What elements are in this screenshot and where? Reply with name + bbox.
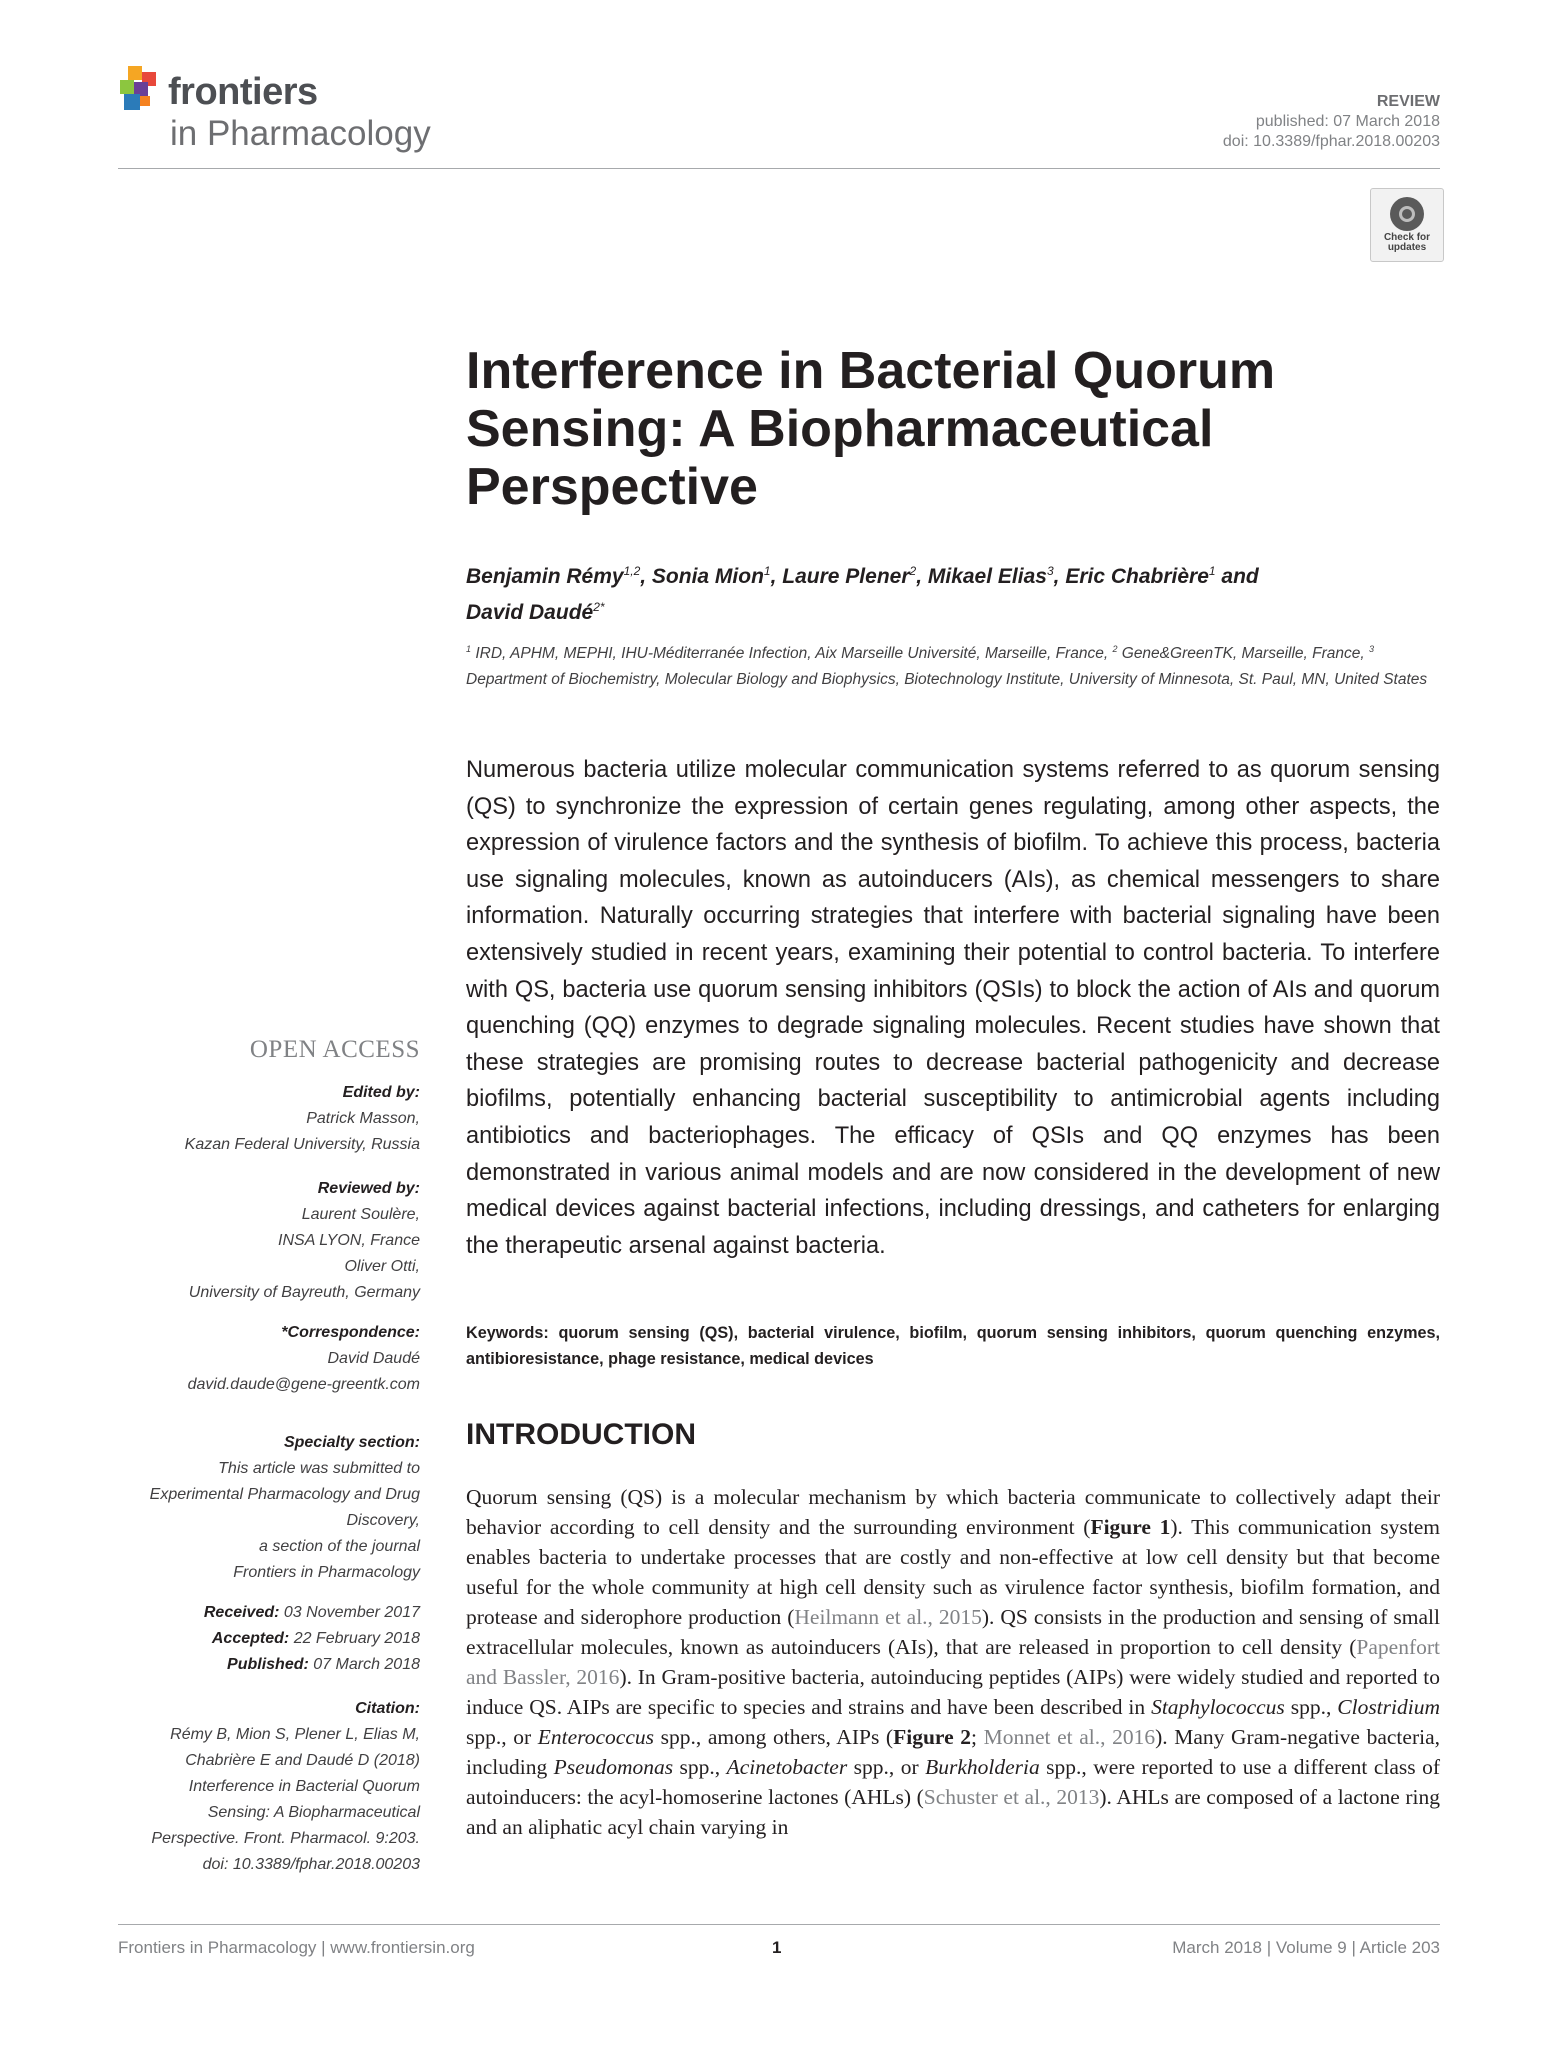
- keywords-text: quorum sensing (QS), bacterial virulence, biofilm, quorum sensing inhibitors, quorum quenching enzymes, antibioresistance, phage resistance, medical devices: [466, 1324, 1441, 1368]
- editor-line: Patrick Masson,: [306, 1110, 420, 1127]
- footer-journal-link[interactable]: Frontiers in Pharmacology | www.frontiersin.org: [118, 1938, 475, 1957]
- author-name[interactable]: Sonia Mion: [651, 565, 764, 588]
- author-affiliation-sup: 2: [909, 564, 917, 578]
- citation-line: Perspective. Front. Pharmacol. 9:203.: [151, 1830, 420, 1847]
- citation-line: Interference in Bacterial Quorum: [188, 1778, 420, 1795]
- check-for-updates-label-1: Check for: [1383, 232, 1431, 243]
- body-text: spp.,: [673, 1755, 727, 1779]
- footer-divider: [118, 1924, 1440, 1925]
- accepted-label: Accepted:: [211, 1630, 290, 1647]
- abstract: Numerous bacteria utilize molecular communication systems referred to as quorum sensing (QS) to synchronize the expression of certain genes regulating, among other aspects, the expression of virulence factors and the synthesis of biofilm. To achieve this process, bacteria use signaling molecules, known as autoinducers (AIs), as chemical messengers to share information. Naturally occurring strategies that interfere with bacterial signaling have been extensively studied in recent years, examining their potential to control bacteria. To interfere with QS, bacteria use quorum sensing inhibitors (QSIs) to block the action of AIs and quorum quenching (QQ) enzymes to degrade signaling molecules. Recent studies have shown that these strategies are promising routes to decrease bacterial pathogenicity and decrease biofilms, potentially enhancing bacterial susceptibility to antimicrobial agents including antibiotics and bacteriophages. The efficacy of QSIs and QQ enzymes has been demonstrated in various animal models and are now considered in the development of new medical devices against bacterial infections, including dressings, and catheters for enlarging the therapeutic arsenal against bacteria.: [466, 757, 1440, 1259]
- author-name[interactable]: Mikael Elias: [927, 565, 1047, 588]
- accepted-date: 22 February 2018: [293, 1630, 420, 1647]
- body-text: Quorum sensing (QS) is a molecular mechanism by which bacteria communicate to collectively adapt their behavior according to cell density and the surrounding environment (: [466, 1485, 1440, 1539]
- title-line: Perspective: [466, 458, 758, 516]
- article-title: [466, 342, 1406, 516]
- published-label: Published:: [227, 1656, 309, 1673]
- sidebar-edited-by: [100, 1080, 420, 1158]
- header-doi[interactable]: doi: 10.3389/fphar.2018.00203: [1222, 133, 1440, 150]
- body-text: spp., or: [847, 1755, 926, 1779]
- author-separator: and: [1215, 565, 1259, 588]
- published-date: published: 07 March 2018: [1255, 113, 1440, 130]
- citation-link[interactable]: Schuster et al., 2013: [923, 1785, 1100, 1809]
- correspondence-name: David Daudé: [327, 1350, 420, 1367]
- affiliation-text: Department of Biochemistry, Molecular Biology and Biophysics, Biotechnology Institute, University of Minnesota, St. Paul, MN, United States: [466, 671, 1428, 689]
- frontiers-logo-icon: [118, 66, 162, 126]
- specialty-line: Discovery,: [346, 1512, 420, 1529]
- citation-label: Citation:: [355, 1700, 420, 1717]
- author-affiliation-sup: 1: [1208, 564, 1216, 578]
- author-affiliation-sup: 3: [1046, 564, 1054, 578]
- logo-brand-text: frontiers: [168, 71, 318, 113]
- footer-issue-info: March 2018 | Volume 9 | Article 203: [1172, 1938, 1440, 1957]
- citation-line: Chabrière E and Daudé D (2018): [185, 1752, 420, 1769]
- italic-taxon: Burkholderia: [925, 1755, 1040, 1779]
- specialty-line: This article was submitted to: [218, 1460, 420, 1477]
- figure-link[interactable]: Figure 2: [893, 1725, 971, 1749]
- italic-taxon: Acinetobacter: [726, 1755, 848, 1779]
- author-separator: ,: [916, 565, 928, 588]
- sidebar-specialty: [100, 1430, 420, 1586]
- author-separator: ,: [640, 565, 652, 588]
- author-name[interactable]: Benjamin Rémy: [466, 565, 624, 588]
- sidebar-citation: [100, 1696, 420, 1878]
- article-type: REVIEW: [1376, 93, 1440, 110]
- reviewer-line: Oliver Otti,: [344, 1258, 420, 1275]
- author-affiliation-sup: 2*: [593, 600, 605, 614]
- published-date-sidebar: 07 March 2018: [313, 1656, 420, 1673]
- title-line: Sensing: A Biopharmaceutical: [466, 400, 1214, 458]
- body-text: ). Many Gram-negative bacteria, including: [466, 1725, 1440, 1779]
- citation-link[interactable]: Heilmann et al., 2015: [794, 1605, 982, 1629]
- body-text: ;: [971, 1725, 984, 1749]
- correspondence-label: *Correspondence:: [281, 1324, 420, 1341]
- author-list: [466, 556, 1406, 628]
- open-access-label: OPEN ACCESS: [249, 1036, 420, 1063]
- sidebar-correspondence: [100, 1320, 420, 1398]
- italic-taxon: Clostridium: [1337, 1695, 1440, 1719]
- body-text: ). QS consists in the production and sensing of small extracellular molecules, known as autoinducers (AIs), that are released in proportion to cell density (: [466, 1605, 1440, 1659]
- body-text: spp., or: [466, 1725, 538, 1749]
- title-line: Interference in Bacterial Quorum: [466, 342, 1276, 400]
- body-text: ). This communication system enables bacteria to undertake processes that are costly and non-effective at low cell density but that become useful for the whole community at high cell density such as virulence factor synthesis, biofilm formation, and protease and siderophore production (: [466, 1515, 1441, 1629]
- correspondence-email[interactable]: david.daude@gene-greentk.com: [187, 1376, 420, 1393]
- author-name[interactable]: Laure Plener: [782, 565, 910, 588]
- header-divider: [118, 168, 1440, 169]
- body-text: ). AHLs are composed of a lactone ring and an aliphatic acyl chain varying in: [466, 1785, 1441, 1839]
- reviewer-line: Laurent Soulère,: [301, 1206, 420, 1223]
- affiliation-text: IRD, APHM, MEPHI, IHU-Méditerranée Infection, Aix Marseille Université, Marseille, France,: [471, 645, 1113, 663]
- reviewed-by-label: Reviewed by:: [317, 1180, 420, 1197]
- affiliations: [466, 636, 1436, 693]
- page-number: 1: [772, 1938, 782, 1957]
- body-text: spp.,: [1284, 1695, 1338, 1719]
- logo-journal-text: in Pharmacology: [170, 114, 431, 153]
- editor-line: Kazan Federal University, Russia: [184, 1136, 420, 1153]
- author-separator: ,: [770, 565, 783, 588]
- body-text: ). In Gram-positive bacteria, autoinducing peptides (AIPs) were widely studied and reported to induce QS. AIPs are specific to species and strains and have been described in: [466, 1665, 1440, 1719]
- citation-line: Sensing: A Biopharmaceutical: [207, 1804, 420, 1821]
- specialty-line: Experimental Pharmacology and Drug: [149, 1486, 420, 1503]
- received-date: 03 November 2017: [283, 1604, 420, 1621]
- specialty-line: Frontiers in Pharmacology: [233, 1564, 420, 1581]
- specialty-line: a section of the journal: [259, 1538, 420, 1555]
- author-name[interactable]: Eric Chabrière: [1065, 565, 1209, 588]
- affiliation-sup: 1: [466, 644, 472, 654]
- figure-link[interactable]: Figure 1: [1090, 1515, 1171, 1539]
- sidebar-reviewed-by: [100, 1176, 420, 1306]
- body-text: spp., among others, AIPs (: [653, 1725, 894, 1749]
- affiliation-sup: 3: [1369, 644, 1375, 654]
- italic-taxon: Pseudomonas: [553, 1755, 674, 1779]
- sidebar-dates: [100, 1600, 420, 1678]
- author-affiliation-sup: 1: [763, 564, 771, 578]
- citation-link[interactable]: Monnet et al., 2016: [983, 1725, 1156, 1749]
- keywords: [466, 1320, 1440, 1372]
- edited-by-label: Edited by:: [342, 1084, 420, 1101]
- author-affiliation-sup: 1,2: [623, 564, 641, 578]
- affiliation-sup: 2: [1112, 644, 1118, 654]
- received-label: Received:: [203, 1604, 280, 1621]
- affiliation-text: Gene&GreenTK, Marseille, France,: [1117, 645, 1369, 663]
- check-for-updates-label-2: updates: [1387, 242, 1427, 253]
- crossmark-icon: [1390, 197, 1424, 231]
- reviewer-line: University of Bayreuth, Germany: [188, 1284, 420, 1301]
- author-name[interactable]: David Daudé: [466, 601, 594, 624]
- section-heading-introduction: INTRODUCTION: [466, 1418, 696, 1451]
- citation-doi[interactable]: doi: 10.3389/fphar.2018.00203: [202, 1856, 420, 1873]
- reviewer-line: INSA LYON, France: [278, 1232, 420, 1249]
- italic-taxon: Enterococcus: [537, 1725, 654, 1749]
- introduction-body: [466, 1482, 1440, 1842]
- citation-line: Rémy B, Mion S, Plener L, Elias M,: [170, 1726, 420, 1743]
- keywords-label: Keywords:: [466, 1324, 549, 1342]
- italic-taxon: Staphylococcus: [1151, 1695, 1285, 1719]
- specialty-label: Specialty section:: [283, 1434, 420, 1451]
- body-text: spp., were reported to use a different class of autoinducers: the acyl-homoserine lactones (AHLs) (: [466, 1755, 1440, 1809]
- article-header-meta: [1223, 92, 1440, 152]
- citation-link[interactable]: Papenfort and Bassler, 2016: [466, 1635, 1440, 1689]
- check-for-updates-button[interactable]: [1370, 188, 1444, 262]
- author-separator: ,: [1053, 565, 1066, 588]
- journal-logo[interactable]: [118, 66, 458, 166]
